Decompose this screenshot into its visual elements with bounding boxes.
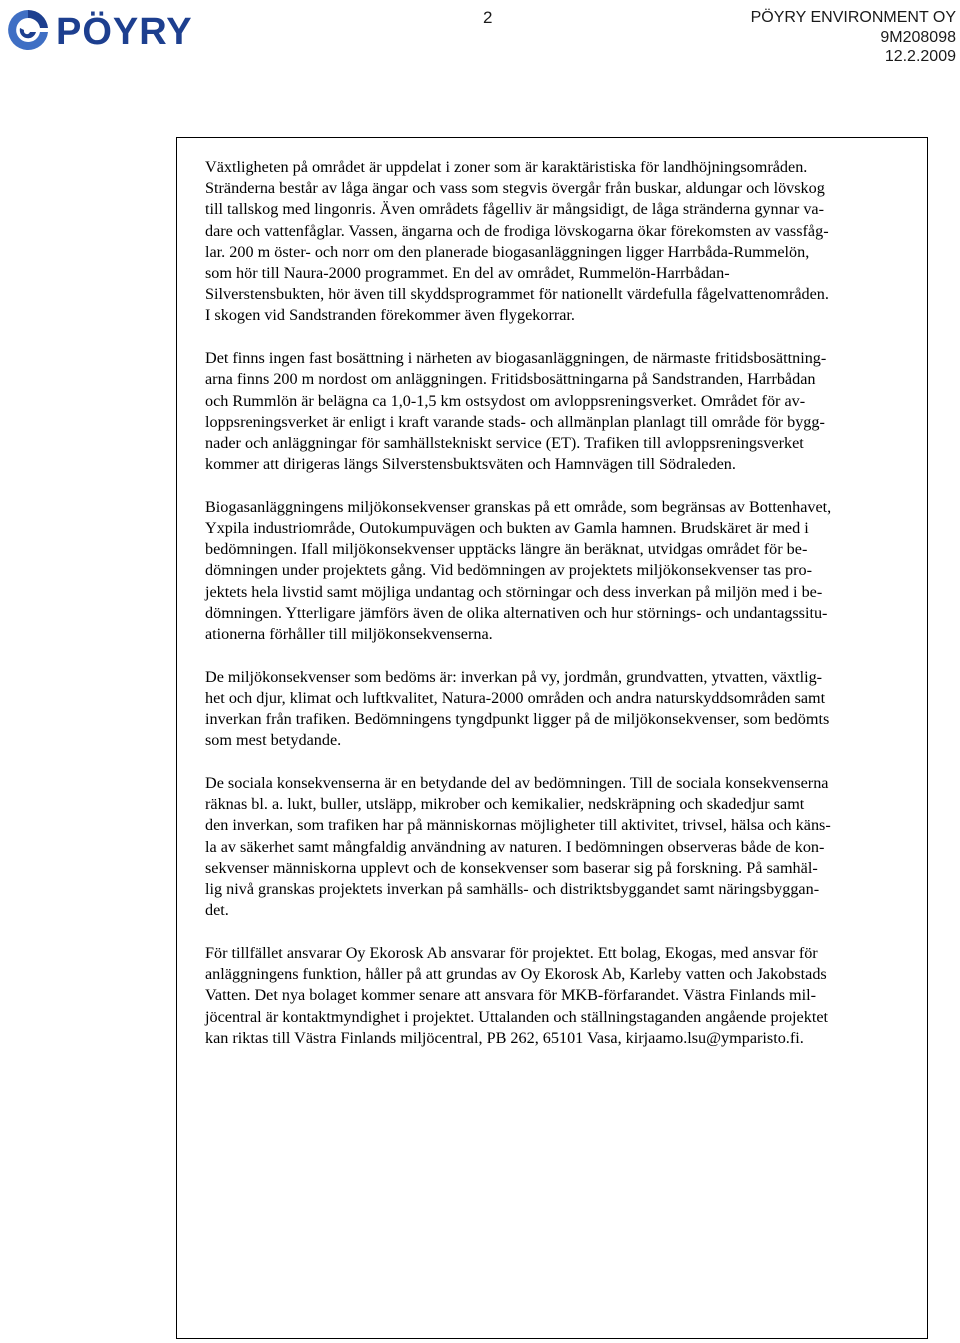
document-id: 9M208098 xyxy=(880,28,956,46)
document-date: 12.2.2009 xyxy=(884,48,956,65)
company-name: PÖYRY ENVIRONMENT OY xyxy=(750,9,956,26)
paragraph-settlement: Det finns ingen fast bosättning i närheten av biogasanläggningen, de närmaste fritidsbosättning- arna finns 200 m nordost om anläggningen. Fritidsbosättningarna på Sandstranden, Harrbådan och Rummlön är belägna ca 1,0-1,5 km ostsydost om avloppsreningsverket. Området för av- loppsreningsverket är enligt i kraft varande stads- och allmänplan planlagt till område för bygg- nader och anläggningar för samhällstekniskt service (ET). Trafiken till avloppsreningsverket kommer att dirigeras längs Silverstensbuktsväten och Hamnvägen till Södraleden. xyxy=(205,349,827,474)
poyry-swirl-icon xyxy=(8,10,48,50)
paragraph-social-impacts: De sociala konsekvenserna är en betydande del av bedömningen. Till de sociala konsekvenserna räknas bl. a. lukt, buller, utsläpp, mikrober och kemikalier, nedskräpning och skadedjur samt den inverkan, som trafiken har på människornas möjligheter till aktivitet, trivsel, hälsa och käns- la av säkerhet samt mångfaldig användning av naturen. I bedömningen observeras både de kon- sekvenser människorna upplevt och de konsekvenser som baserar sig på forskning. På samhäl- lig nivå granskas projektets inverkan på samhälls- och distriktsbyggandet samt näringsbyggan- det. xyxy=(205,774,831,920)
document-info xyxy=(751,8,956,67)
page-header xyxy=(0,0,960,80)
paragraph-environmental-impacts: De miljökonsekvenser som bedöms är: inverkan på vy, jordmån, grundvatten, ytvatten, växtlig- het och djur, klimat och luftkvalitet, Natura-2000 områden och andra naturskyddsområden samt inverkan från trafiken. Bedömningens tyngdpunkt ligger på de miljökonsekvenser, som bedömts som mest betydande. xyxy=(205,667,830,750)
page-number: 2 xyxy=(483,8,493,27)
svg-text:PÖYRY: PÖYRY xyxy=(56,11,193,53)
body-text xyxy=(205,157,917,1071)
poyry-logo xyxy=(6,6,246,54)
paragraph-vegetation: Växtligheten på området är uppdelat i zoner som är karaktäristiska för landhöjningsområden. Stränderna består av låga ängar och vass som stegvis övergår från buskar, aldungar och lövskog till tallskog med lingonris. Även områdets fågelliv är mångsidigt, de låga stränderna gynnar va- dare och vattenfåglar. Vassen, ängarna och de frodiga lövskogarna ökar förekomsten av vassfåg- lar. 200 m öster- och norr om den planerade biogasanläggningen ligger Harrbåda-Rummelön, som hör till Naura-2000 programmet. En del av området, Rummelön-Harrbådan- Silverstensbukten, hör även till skyddsprogrammet för nationellt värdefulla fågelvattenområden. I skogen vid Sandstranden förekommer även flygekorrar. xyxy=(205,158,829,325)
paragraph-responsibility: För tillfället ansvarar Oy Ekorosk Ab ansvarar för projektet. Ett bolag, Ekogas, med ansvar för anläggningens funktion, håller på att grundas av Oy Ekorosk Ab, Karleby vatten och Jakobstads Vatten. Det nya bolaget kommer senare att ansvara för MKB-förfarandet. Västra Finlands mil- jöcentral är kontaktmyndighet i projektet. Uttalanden och ställningstaganden angående projektet kan riktas till Västra Finlands miljöcentral, PB 262, 65101 Vasa, kirjaamo.lsu@ymparisto.fi. xyxy=(205,944,829,1047)
paragraph-assessment-area: Biogasanläggningens miljökonsekvenser granskas på ett område, som begränsas av Bottenhavet, Yxpila industriområde, Outokumpuvägen och bukten av Gamla hamnen. Brudskäret är med i bedömningen. Ifall miljökonsekvenser upptäcks längre än beräknat, utvidgas området för be- dömningen under projektets gång. Vid bedömningen av projektets miljökonsekvenser tas pro- jektets hela livstid samt möjliga undantag och störningar och dess inverkan på miljön med i be- dömningen. Ytterligare jämförs även de olika alternativen och hur störnings- och undantagssitu- ationerna förhåller till miljökonsekvenserna. xyxy=(205,497,832,644)
